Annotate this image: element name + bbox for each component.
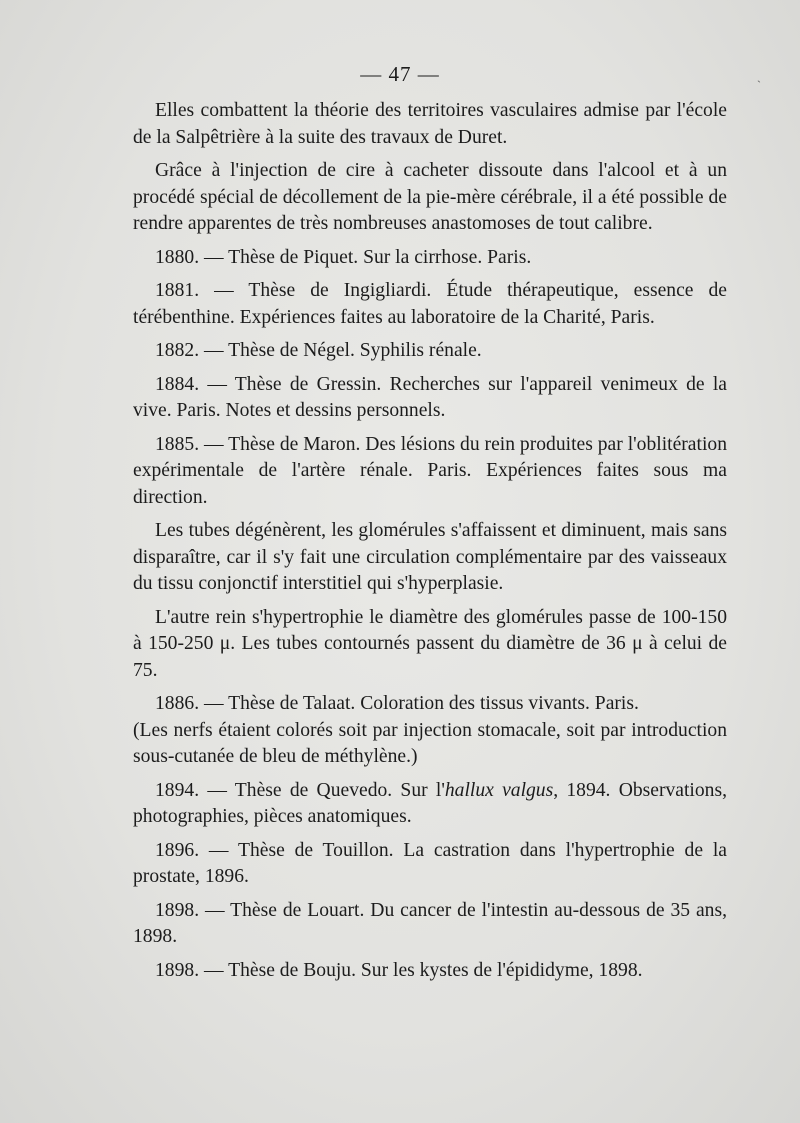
entry-1898-bouju: 1898. — Thèse de Bouju. Sur les kystes de l'épididyme, 1898. <box>155 959 643 981</box>
entry-1885: 1885. — Thèse de Maron. Des lésions du rein produites par l'oblitération expérimentale de l'artère rénale. Paris. Expériences faites sous ma direction. <box>133 433 727 508</box>
page-number: — 47 — <box>360 62 440 86</box>
paragraph-nerfs: (Les nerfs étaient colorés soit par injection stomacale, soit par introduction sous-cutanée de bleu de méthylène.) <box>133 719 727 767</box>
entry-1896: 1896. — Thèse de Touillon. La castration dans l'hypertrophie de la prostate, 1896. <box>133 839 727 887</box>
entry-1894-part1: 1894. — Thèse de Quevedo. Sur l' <box>155 779 445 801</box>
entry-1894 <box>133 778 727 831</box>
paragraph-autre-rein: L'autre rein s'hypertrophie le diamètre des glomérules passe de 100-150 à 150-250 μ. Les tubes contournés passent du diamètre de 36 μ à celui de 75. <box>133 606 727 681</box>
entry-1880: 1880. — Thèse de Piquet. Sur la cirrhose. Paris. <box>155 246 532 268</box>
entry-1894-italic: hallux valgus <box>444 779 554 801</box>
corner-mark: ` <box>757 78 761 92</box>
paragraph-duret: Elles combattent la théorie des territoires vasculaires admise par l'école de la Salpêtrière à la suite des travaux de Duret. <box>133 100 727 148</box>
body-text <box>133 98 727 984</box>
entry-1898-louart: 1898. — Thèse de Louart. Du cancer de l'intestin au-dessous de 35 ans, 1898. <box>133 899 727 947</box>
entry-1884: 1884. — Thèse de Gressin. Recherches sur l'appareil venimeux de la vive. Paris. Notes et dessins personnels. <box>133 373 727 421</box>
entry-1886: 1886. — Thèse de Talaat. Coloration des tissus vivants. Paris. <box>155 693 639 714</box>
paragraph-tubes: Les tubes dégénèrent, les glomérules s'affaissent et diminuent, mais sans disparaître, car il s'y fait une circulation complémentaire par des vaisseaux du tissu conjonctif interstitiel qui s'hyperplasie. <box>133 520 727 594</box>
paragraph-injection: Grâce à l'injection de cire à cacheter dissoute dans l'alcool et à un procédé spécial de décollement de la pie-mère cérébrale, il a été possible de rendre apparentes de très nombreuses anastomoses de tout calibre. <box>133 160 727 234</box>
entry-1894-part2: , 1894. Observations, photographies, pièces anatomiques. <box>133 779 727 827</box>
entry-1881: 1881. — Thèse de Ingigliardi. Étude thérapeutique, essence de térébenthine. Expériences faites au laboratoire de la Charité, Paris. <box>133 280 727 328</box>
entry-1882: 1882. — Thèse de Négel. Syphilis rénale. <box>155 340 482 361</box>
